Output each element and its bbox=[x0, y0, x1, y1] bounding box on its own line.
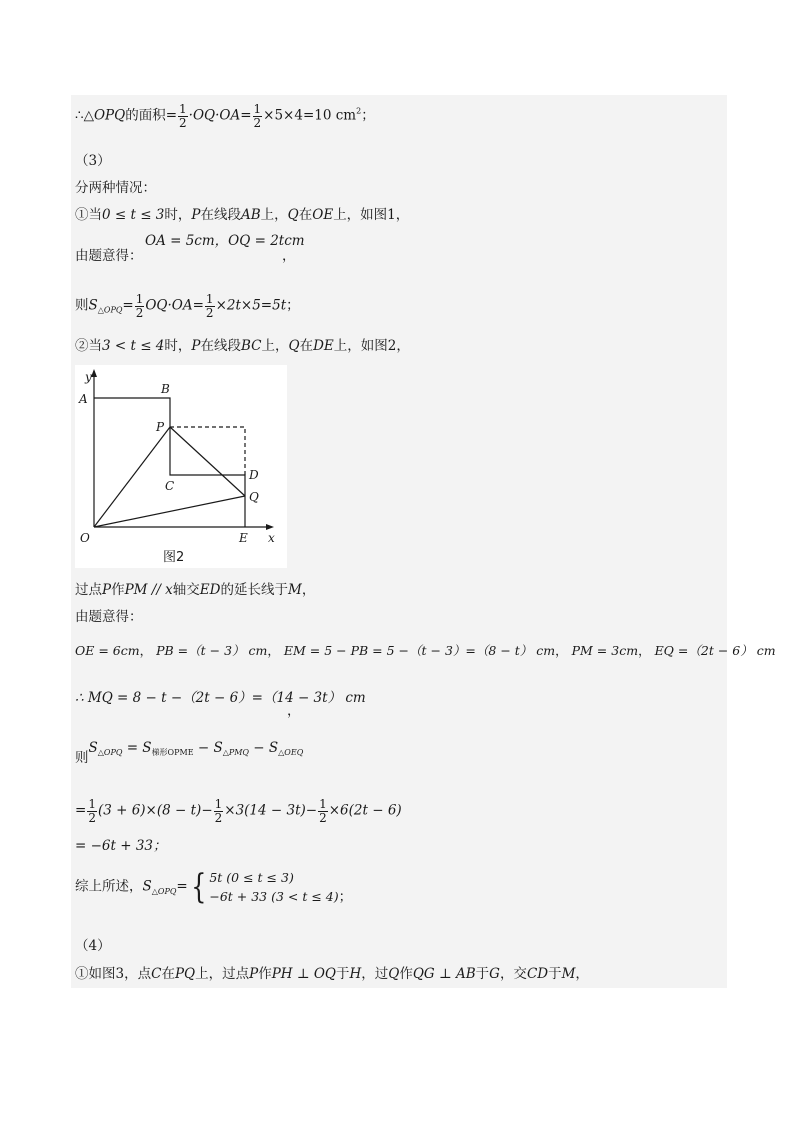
mq-comma: ， bbox=[287, 703, 301, 719]
segment-ed: ED bbox=[199, 582, 221, 598]
fraction-half-2 bbox=[205, 293, 215, 319]
value-oe: OE = 6cm bbox=[75, 643, 140, 658]
values-comma: ， bbox=[282, 248, 296, 264]
area-subscript: △OPQ bbox=[97, 305, 123, 315]
label-y: y bbox=[85, 370, 92, 384]
comma: ， bbox=[301, 582, 316, 598]
subscript: 梯形OPME bbox=[151, 748, 194, 757]
case-1-range: 0 ≤ t ≤ 3 bbox=[102, 207, 165, 223]
text: 作 bbox=[399, 966, 413, 982]
calc-term-3: ×6(2t − 6) bbox=[328, 802, 402, 819]
text: 作 bbox=[111, 582, 125, 598]
point-q: Q bbox=[388, 966, 400, 982]
denominator: 2 bbox=[253, 115, 262, 130]
label-c: C bbox=[165, 479, 175, 493]
subscript: △PMQ bbox=[222, 748, 249, 757]
text: 的延长线于 bbox=[220, 582, 288, 598]
area-line bbox=[75, 103, 375, 129]
point-q: Q bbox=[287, 207, 299, 223]
fraction-half bbox=[135, 293, 145, 319]
text: 于 bbox=[548, 966, 562, 982]
denominator: 2 bbox=[319, 810, 327, 825]
two-cases-text: 分两种情况： bbox=[75, 180, 156, 196]
equals: = bbox=[165, 107, 178, 124]
part-4-label: （4） bbox=[75, 938, 111, 954]
case-1-lead: ①当 bbox=[75, 207, 102, 223]
point-q: Q bbox=[288, 338, 300, 354]
comma: ， bbox=[267, 643, 280, 658]
point-h: H bbox=[349, 966, 362, 982]
area-symbol: S bbox=[88, 740, 98, 756]
text: = S bbox=[122, 740, 152, 756]
numerator: 1 bbox=[319, 797, 327, 811]
point-p: P bbox=[191, 338, 201, 354]
text: 在线段 bbox=[200, 338, 241, 354]
text: 于 bbox=[475, 966, 490, 982]
area-text: 的面积 bbox=[125, 107, 166, 124]
calc-term-1: (3 + 6)×(8 − t)− bbox=[97, 802, 213, 819]
point-p: P bbox=[191, 207, 201, 223]
values-case-2 bbox=[75, 645, 776, 658]
point-g: G bbox=[489, 966, 500, 982]
superscript-2: 2 bbox=[356, 106, 362, 116]
label-e: E bbox=[239, 531, 248, 545]
shape-outline bbox=[94, 398, 245, 527]
segment-pq: PQ bbox=[174, 966, 196, 982]
denominator: 2 bbox=[135, 305, 144, 320]
denominator: 2 bbox=[88, 810, 96, 825]
by-problem-1: 由题意得： bbox=[75, 248, 143, 264]
fraction-half-3 bbox=[318, 798, 328, 824]
summary-lead: 综上所述， bbox=[75, 878, 143, 895]
text: 轴交 bbox=[172, 582, 200, 598]
case-1-values: OA = 5cm，OQ = 2tcm bbox=[145, 233, 305, 249]
dashed-rectangle bbox=[170, 427, 245, 475]
label-p: P bbox=[156, 420, 165, 434]
text: 在 bbox=[299, 338, 314, 354]
figure-2-diagram bbox=[75, 365, 287, 568]
segment-bc: BC bbox=[241, 338, 262, 354]
calc-line bbox=[75, 798, 402, 824]
expr: ×2t×5=5t bbox=[215, 297, 287, 314]
value-pb: PB =（t − 3） cm bbox=[156, 643, 268, 658]
segment-oe: OE bbox=[312, 207, 334, 223]
result-line: = −6t + 33； bbox=[75, 838, 167, 854]
y-axis-arrow bbox=[91, 369, 97, 377]
fraction-half-2 bbox=[214, 798, 224, 824]
point-c: C bbox=[151, 966, 162, 982]
segment-op bbox=[94, 427, 170, 527]
text: 在 bbox=[161, 966, 175, 982]
value-em: EM = 5 − PB = 5 −（t − 3）=（8 − t） cm bbox=[283, 643, 556, 658]
ph-perp: PH ⊥ OQ bbox=[271, 966, 336, 982]
value-pm: PM = 3cm bbox=[571, 643, 639, 658]
figure-caption: 图2 bbox=[163, 550, 185, 565]
segment-oq bbox=[94, 496, 245, 527]
pm-parallel: PM // x bbox=[124, 582, 173, 598]
case-b: −6t + 33 (3 < t ≤ 4) bbox=[209, 889, 339, 905]
text: 时， bbox=[164, 207, 192, 223]
figure-3-line bbox=[75, 968, 589, 982]
denominator: 2 bbox=[179, 115, 187, 130]
segment-de: DE bbox=[313, 338, 334, 354]
case-2-lead: ②当 bbox=[75, 338, 102, 354]
by-problem-2: 由题意得： bbox=[75, 609, 143, 625]
label-o: O bbox=[80, 531, 90, 545]
comma: ， bbox=[575, 966, 589, 982]
figure-2 bbox=[75, 365, 287, 568]
case-2-line bbox=[75, 340, 410, 354]
point-p: P bbox=[249, 966, 259, 982]
piecewise-cases bbox=[209, 868, 338, 907]
semicolon: ； bbox=[286, 297, 300, 314]
comma: ， bbox=[555, 643, 568, 658]
subscript: △OEQ bbox=[278, 748, 304, 757]
area-symbol: S bbox=[142, 878, 152, 895]
area-expr-1: ·OQ·OA= bbox=[188, 107, 252, 124]
fraction-half bbox=[87, 798, 97, 824]
point-m: M bbox=[287, 582, 302, 598]
case-a: 5t (0 ≤ t ≤ 3) bbox=[209, 870, 294, 885]
text: 在 bbox=[298, 207, 313, 223]
numerator: 1 bbox=[253, 102, 262, 116]
then-text: 则 bbox=[75, 297, 89, 314]
label-b: B bbox=[161, 382, 170, 396]
segment-ab: AB bbox=[241, 207, 261, 223]
mq-line: ∴ MQ = 8 − t −（2t − 6）=（14 − 3t） cm bbox=[75, 690, 366, 706]
text: 上，过点 bbox=[195, 966, 250, 982]
comma: ， bbox=[638, 643, 651, 658]
draw-pm-line bbox=[75, 584, 315, 598]
expr: OQ·OA= bbox=[145, 297, 204, 314]
segment-pq bbox=[170, 427, 245, 496]
triangle-name: OPQ bbox=[93, 107, 126, 124]
text: ，交 bbox=[499, 966, 527, 982]
semicolon: ； bbox=[338, 888, 353, 905]
area-formula-case-1 bbox=[75, 293, 300, 319]
equals: = bbox=[122, 297, 134, 314]
text: 在线段 bbox=[200, 207, 241, 223]
subscript: △OPQ bbox=[97, 748, 123, 757]
equals: = bbox=[176, 878, 188, 895]
area-formula-case-2 bbox=[75, 742, 303, 766]
comma: ， bbox=[139, 643, 153, 658]
calc-term-2: ×3(14 − 3t)− bbox=[224, 802, 318, 819]
value-eq: EQ =（2t − 6） cm bbox=[654, 643, 776, 658]
then-text: 则 bbox=[75, 750, 89, 766]
therefore-symbol: ∴△ bbox=[75, 107, 94, 124]
part-3-label: （3） bbox=[75, 153, 111, 169]
denominator: 2 bbox=[214, 810, 223, 825]
numerator: 1 bbox=[88, 797, 96, 811]
text: ，过 bbox=[361, 966, 389, 982]
text: − S bbox=[193, 740, 223, 756]
fraction-half-2 bbox=[253, 103, 263, 129]
text: − S bbox=[249, 740, 279, 756]
qg-perp: QG ⊥ AB bbox=[412, 966, 476, 982]
text: 时， bbox=[164, 338, 192, 354]
numerator: 1 bbox=[205, 292, 214, 306]
numerator: 1 bbox=[214, 797, 223, 811]
numerator: 1 bbox=[179, 102, 187, 116]
area-expr-2: ×5×4=10 cm bbox=[263, 107, 357, 124]
text: 上，如图1， bbox=[333, 207, 410, 223]
area-symbol: S bbox=[88, 297, 98, 314]
brace-icon: { bbox=[190, 867, 207, 908]
point-m: M bbox=[561, 966, 576, 982]
text: 于 bbox=[335, 966, 350, 982]
label-q: Q bbox=[249, 490, 259, 504]
semicolon: ； bbox=[361, 107, 375, 124]
text: 过点 bbox=[75, 582, 102, 598]
numerator: 1 bbox=[135, 292, 144, 306]
x-axis-arrow bbox=[266, 524, 274, 530]
text: ①如图3，点 bbox=[75, 966, 152, 982]
segment-cd: CD bbox=[526, 966, 549, 982]
equals: = bbox=[75, 802, 87, 819]
subscript: △OPQ bbox=[151, 886, 177, 896]
case-2-range: 3 < t ≤ 4 bbox=[102, 338, 165, 354]
text: 上， bbox=[261, 338, 289, 354]
case-1-line bbox=[75, 209, 409, 223]
point-p: P bbox=[102, 582, 112, 598]
fraction-half bbox=[178, 103, 188, 129]
label-x: x bbox=[268, 531, 275, 545]
text: 上，如图2， bbox=[333, 338, 410, 354]
label-a: A bbox=[79, 392, 88, 406]
text: 作 bbox=[258, 966, 272, 982]
summary-line bbox=[75, 868, 352, 907]
label-d: D bbox=[249, 468, 259, 482]
denominator: 2 bbox=[205, 305, 214, 320]
text: 上， bbox=[260, 207, 288, 223]
